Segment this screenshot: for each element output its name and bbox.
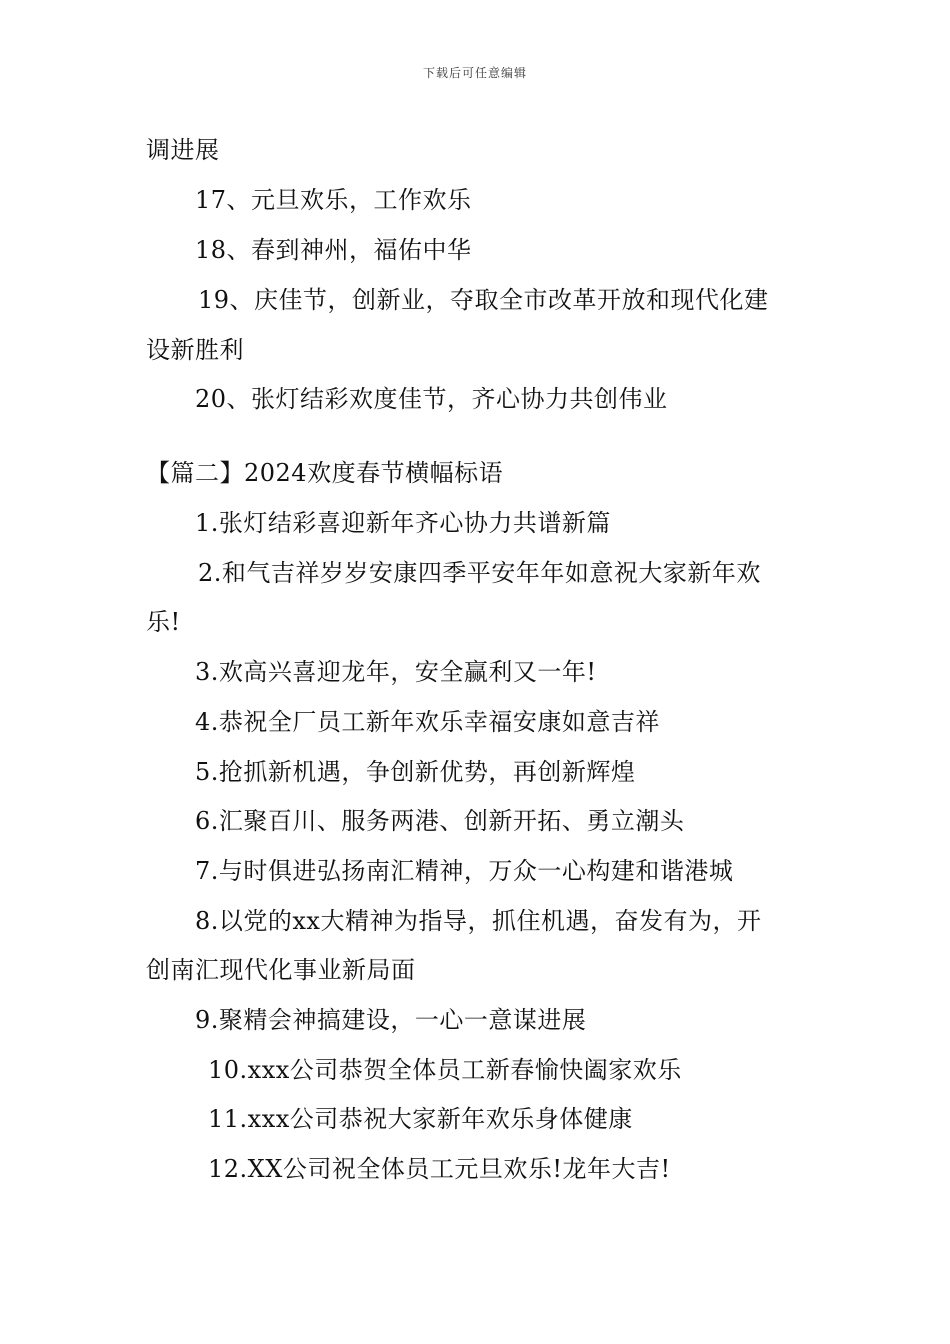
page-header-note: 下载后可任意编辑: [422, 66, 527, 80]
banner-item-6: 6.汇聚百川、服务两港、创新开拓、勇立潮头: [195, 807, 685, 835]
text-line: 乐!: [146, 608, 181, 636]
text-line: 调进展: [146, 136, 220, 164]
slogan-item-20: 20、张灯结彩欢度佳节，齐心协力共创伟业: [195, 385, 668, 413]
banner-item-8: 8.以党的xx大精神为指导，抓住机遇，奋发有为，开: [195, 907, 762, 935]
banner-item-2: 2.和气吉祥岁岁安康四季平安年年如意祝大家新年欢: [198, 559, 761, 587]
banner-item-5: 5.抢抓新机遇，争创新优势，再创新辉煌: [195, 758, 636, 786]
banner-item-4: 4.恭祝全厂员工新年欢乐幸福安康如意吉祥: [195, 708, 660, 736]
text-line: 设新胜利: [146, 336, 244, 364]
banner-item-1: 1.张灯结彩喜迎新年齐心协力共谱新篇: [195, 509, 611, 537]
banner-item-11: 11.xxx公司恭祝大家新年欢乐身体健康: [208, 1105, 633, 1133]
slogan-item-19: 19、庆佳节，创新业，夺取全市改革开放和现代化建: [198, 286, 769, 314]
banner-item-9: 9.聚精会神搞建设，一心一意谋进展: [195, 1006, 587, 1034]
banner-item-12: 12.XX公司祝全体员工元旦欢乐!龙年大吉!: [208, 1155, 671, 1183]
banner-item-7: 7.与时俱进弘扬南汇精神，万众一心构建和谐港城: [195, 857, 734, 885]
slogan-item-18: 18、春到神州，福佑中华: [195, 236, 472, 264]
slogan-item-17: 17、元旦欢乐，工作欢乐: [195, 186, 472, 214]
section-heading: 【篇二】2024欢度春节横幅标语: [146, 459, 504, 487]
banner-item-3: 3.欢高兴喜迎龙年，安全赢利又一年!: [195, 658, 597, 686]
text-line: 创南汇现代化事业新局面: [146, 956, 416, 984]
banner-item-10: 10.xxx公司恭贺全体员工新春愉快阖家欢乐: [208, 1056, 682, 1084]
